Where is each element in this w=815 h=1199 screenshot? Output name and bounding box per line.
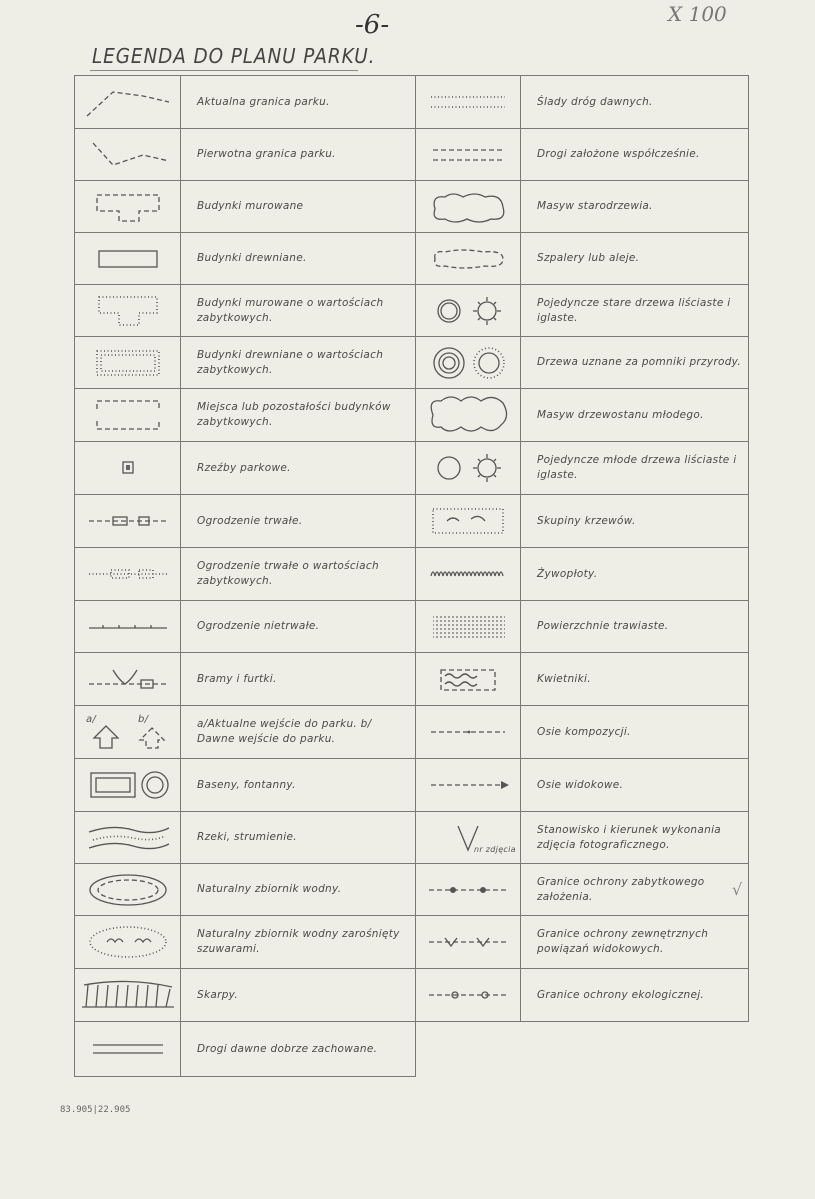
temporary-fence-icon [83, 615, 173, 639]
legend-row [75, 389, 749, 442]
young-tree-mass-icon [423, 393, 513, 437]
legend-label-right: Pojedyncze stare drzewa liściaste i iglaste. [521, 285, 749, 337]
legend-label-right: Kwietniki. [521, 653, 749, 706]
legend-label-left: Budynki drewniane. [181, 233, 416, 285]
mark-a: a/ [85, 714, 96, 725]
legend-label-right: Masyw drzewostanu młodego. [521, 389, 749, 442]
legend-row [75, 916, 749, 969]
legend-label-right: Powierzchnie trawiaste. [521, 601, 749, 653]
legend-row [75, 969, 749, 1022]
photo-number-mark: nr zdjęcia [474, 844, 516, 854]
legend-row [75, 76, 749, 129]
legend-label-left: Ogrodzenie trwałe. [181, 495, 416, 548]
permanent-fence-icon [83, 509, 173, 533]
lawn-icon [423, 611, 513, 643]
legend-row [75, 759, 749, 812]
entrance-arrows-icon [80, 710, 176, 754]
legend-label-left: Budynki murowane o wartościach zabytkowych. [181, 285, 416, 337]
legend-row [75, 812, 749, 864]
sculpture-icon [83, 453, 173, 483]
legend-row [75, 495, 749, 548]
building-remains-icon [83, 395, 173, 435]
legend-row [75, 181, 749, 233]
view-axis-icon [423, 773, 513, 797]
historic-wooden-building-icon [83, 345, 173, 381]
legend-row [75, 233, 749, 285]
legend-label-left: Naturalny zbiornik wodny. [181, 864, 416, 916]
wooden-building-icon [83, 244, 173, 274]
legend-label-right: Osie kompozycji. [521, 706, 749, 759]
gates-icon [83, 662, 173, 696]
legend-label-left: Ogrodzenie nietrwałe. [181, 601, 416, 653]
legend-label-left: Drogi dawne dobrze zachowane. [181, 1022, 416, 1077]
legend-label-right: Granice ochrony ekologicznej. [521, 969, 749, 1022]
legend-row [75, 285, 749, 337]
legend-row [75, 706, 749, 759]
overgrown-pond-icon [83, 922, 173, 962]
legend-label-left: Budynki murowane [181, 181, 416, 233]
legend-table [74, 75, 749, 1077]
single-old-tree-icon [423, 294, 513, 328]
legend-label-left: Skarpy. [181, 969, 416, 1022]
legend-label-left: Budynki drewniane o wartościach zabytkowych. [181, 337, 416, 389]
shrub-group-icon [423, 501, 513, 541]
monument-tree-icon [423, 343, 513, 383]
exterior-link-protection-border-icon [423, 930, 513, 954]
river-icon [83, 818, 173, 858]
historic-brick-building-icon [83, 291, 173, 331]
avenue-icon [423, 244, 513, 274]
legend-label-right: Skupiny krzewów. [521, 495, 749, 548]
hedge-icon [423, 562, 513, 586]
legend-label-right: Stanowisko i kierunek wykonania zdjęcia fotograficznego. [521, 812, 749, 864]
legend-row [75, 1022, 749, 1077]
legend-row [75, 548, 749, 601]
modern-road-icon [423, 140, 513, 170]
legend-label-left: Pierwotna granica parku. [181, 129, 416, 181]
flowerbed-icon [423, 662, 513, 696]
legend-label-right: Osie widokowe. [521, 759, 749, 812]
legend-label-right: Granice ochrony zabytkowego założenia. [521, 864, 749, 916]
legend-label-left: Baseny, fontanny. [181, 759, 416, 812]
historic-fence-icon [83, 562, 173, 586]
old-trees-mass-icon [423, 187, 513, 227]
legend-row [75, 601, 749, 653]
actual-boundary-line-icon [83, 82, 173, 122]
legend-label-left: Ogrodzenie trwałe o wartościach zabytkowych. [181, 548, 416, 601]
legend-label-left: a/Aktualne wejście do parku. b/ Dawne wejście do parku. [181, 706, 416, 759]
legend-label-right: Ślady dróg dawnych. [521, 76, 749, 129]
slope-icon [78, 975, 178, 1015]
pool-fountain-icon [83, 765, 173, 805]
legend-row [75, 129, 749, 181]
legend-label-left: Miejsca lub pozostałości budynków zabytkowych. [181, 389, 416, 442]
old-road-traces-icon [423, 87, 513, 117]
legend-label-left: Bramy i furtki. [181, 653, 416, 706]
mark-b: b/ [137, 714, 148, 725]
original-boundary-line-icon [83, 135, 173, 175]
brick-building-icon [83, 187, 173, 227]
legend-label-left: Naturalny zbiornik wodny zarośnięty szuwarami. [181, 916, 416, 969]
composition-axis-icon [423, 720, 513, 744]
corner-annotation: X 100 [668, 2, 727, 26]
legend-row [75, 653, 749, 706]
legend-label-left: Rzeki, strumienie. [181, 812, 416, 864]
ecological-protection-border-icon [423, 983, 513, 1007]
legend-label-right: Drogi założone współcześnie. [521, 129, 749, 181]
legend-label-left: Rzeźby parkowe. [181, 442, 416, 495]
legend-row [75, 864, 749, 916]
legend-label-right: Pojedyncze młode drzewa liściaste i iglaste. [521, 442, 749, 495]
legend-symbol-right [416, 76, 521, 129]
page-number: -6- [355, 10, 390, 40]
footer-note: 83.905|22.905 [60, 1105, 131, 1115]
legend-row [75, 442, 749, 495]
legend-row [75, 337, 749, 389]
margin-check-mark: √ [732, 880, 743, 899]
photo-position-icon [418, 818, 518, 858]
old-road-icon [83, 1037, 173, 1061]
single-young-tree-icon [423, 451, 513, 485]
legend-label-right: Granice ochrony zewnętrznych powiązań widokowych. [521, 916, 749, 969]
legend-symbol-left [75, 76, 181, 129]
legend-label-right: Szpalery lub aleje. [521, 233, 749, 285]
legend-label-left: Aktualna granica parku. [181, 76, 416, 129]
pond-icon [83, 870, 173, 910]
legend-title: LEGENDA DO PLANU PARKU. [92, 44, 376, 68]
title-underline [90, 70, 358, 71]
heritage-protection-border-icon [423, 878, 513, 902]
legend-label-right: Drzewa uznane za pomniki przyrody. [521, 337, 749, 389]
legend-label-right: Żywopłoty. [521, 548, 749, 601]
legend-label-right: Masyw starodrzewia. [521, 181, 749, 233]
